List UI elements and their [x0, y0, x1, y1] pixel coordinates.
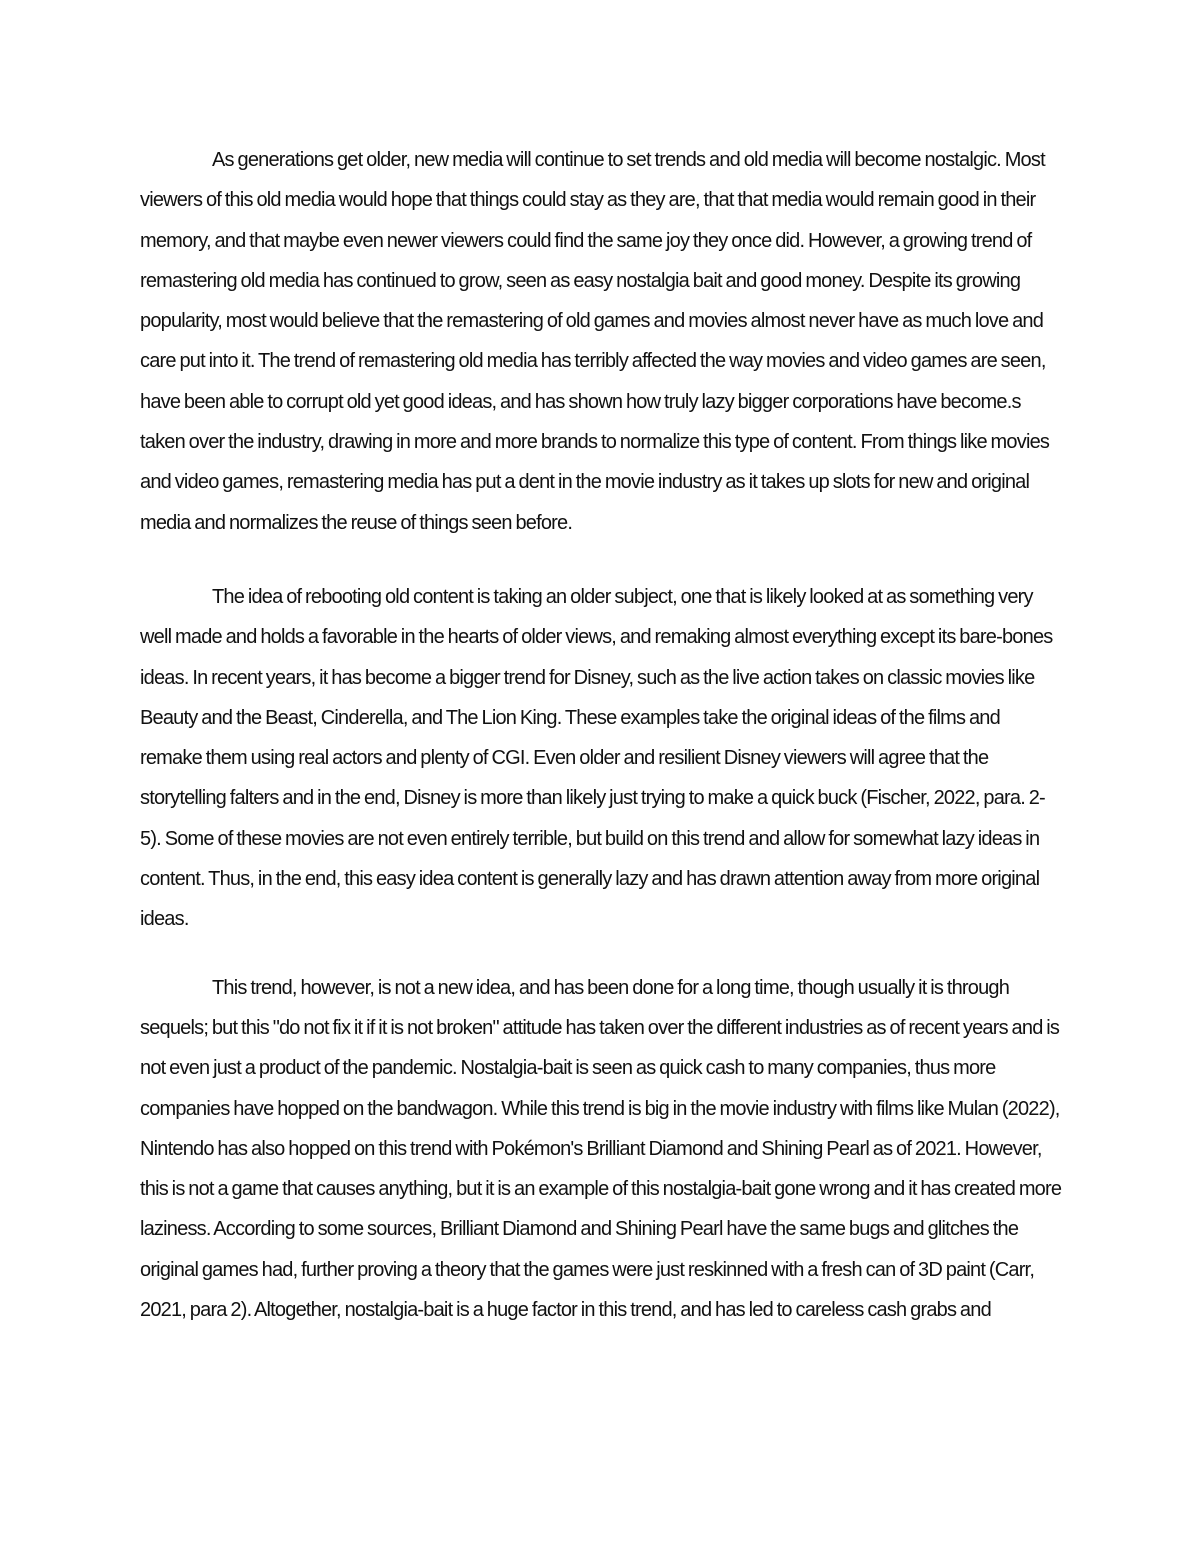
paragraph-2: The idea of rebooting old content is taking an older subject, one that is likely looked at as something very well made and holds a favorable in the hearts of older views, and remaking almost everything except its bare-bones ideas. In recent years, it has become a bigger trend for Disney, such as the live action takes on classic movies like Beauty and the Beast, Cinderella, and The Lion King. These examples take the original ideas of the films and remake them using real actors and plenty of CGI. Even older and resilient Disney viewers will agree that the storytelling falters and in the end, Disney is more than likely just trying to make a quick buck (Fischer, 2022, para. 2-5). Some of these movies are not even entirely terrible, but build on this trend and allow for somewhat lazy ideas in content. Thus, in the end, this easy idea content is generally lazy and has drawn attention away from more original ideas.	[140, 585, 1053, 931]
paragraph-1: As generations get older, new media will continue to set trends and old media will become nostalgic. Most viewers of this old media would hope that things could stay as they are, that that media would remain good in their memory, and that maybe even newer viewers could find the same joy they once did. However, a growing trend of remastering old media has continued to grow, seen as easy nostalgia bait and good money. Despite its growing popularity, most would believe that the remastering of old games and movies almost never have as much love and care put into it. The trend of remastering old media has terribly affected the way movies and video games are seen, have been able to corrupt old yet good ideas, and has shown how truly lazy bigger corporations have become.s taken over the industry, drawing in more and more brands to normalize this type of content. From things like movies and video games, remastering media has put a dent in the movie industry as it takes up slots for new and original media and normalizes the reuse of things seen before.	[140, 149, 1050, 534]
paragraph-3: This trend, however, is not a new idea, and has been done for a long time, though usually it is through sequels; but this "do not fix it if it is not broken" attitude has taken over the different industries as of recent years and is not even just a product of the pandemic. Nostalgia-bait is seen as quick cash to many companies, thus more companies have hopped on the bandwagon. While this trend is big in the movie industry with films like Mulan (2022), Nintendo has also hopped on this trend with Pokémon's Brilliant Diamond and Shining Pearl as of 2021. However, this is not a game that causes anything, but it is an example of this nostalgia-bait gone wrong and it has created more laziness. According to some sources, Brilliant Diamond and Shining Pearl have the same bugs and glitches the original games had, further proving a theory that the games were just reskinned with a fresh can of 3D paint (Carr, 2021, para 2). Altogether, nostalgia-bait is a huge factor in this trend, and has led to careless cash grabs and	[140, 976, 1062, 1322]
document-body	[140, 140, 1064, 1330]
